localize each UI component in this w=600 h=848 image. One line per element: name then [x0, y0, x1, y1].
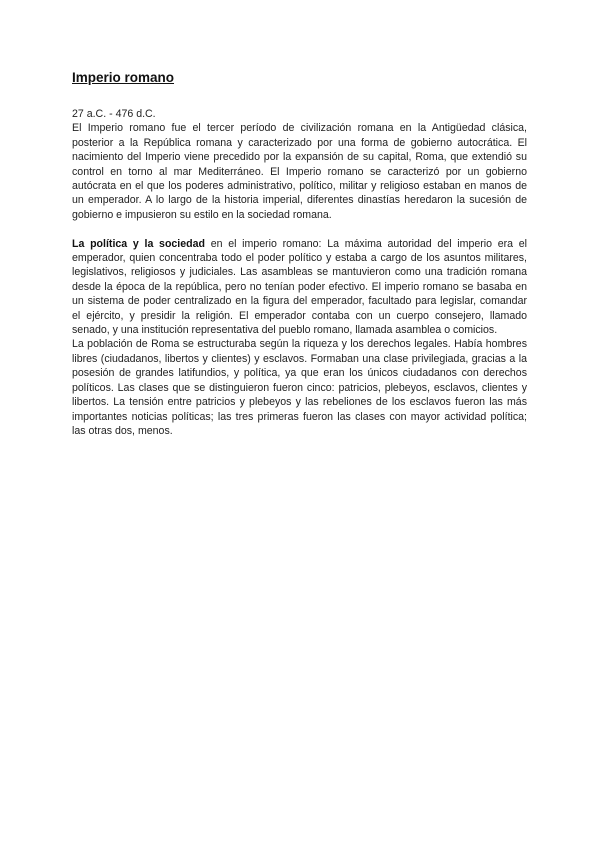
- paragraph-spacer: [72, 222, 527, 236]
- politics-text: en el imperio romano: La máxima autoridad del imperio era el emperador, quien concentraba todo el poder político y estaba a cargo de los asuntos militares, legislativos, religiosos y judiciales. Las asambleas se mantuvieron como una tradición romana desde la época de la república, pero no tenían poder efectivo. El imperio romano se basaba en un sistema de poder centralizado en la figura del emperador, facultado para legislar, comandar el ejército, y presidir la religión. El emperador contaba con un cuerpo consejero, llamado senado, y una institución representativa del pueblo romano, llamada asamblea o comicios.: [72, 237, 527, 337]
- politics-paragraph: [72, 237, 527, 338]
- politics-lead: La política y la sociedad: [72, 237, 205, 250]
- document-title: Imperio romano: [72, 70, 175, 85]
- intro-paragraph: El Imperio romano fue el tercer período de civilización romana en la Antigüedad clásica, posterior a la República romana y caracterizado por una forma de gobierno autocrática. El nacimiento del Imperio viene precedido por la expansión de su capital, Roma, que extendió su control en torno al mar Mediterráneo. El Imperio romano se caracterizó por un gobierno autócrata en el que los poderes administrativo, político, militar y religioso estaban en manos de un emperador. A lo largo de la historia imperial, diferentes dinastías heredaron la sucesión de gobierno e impusieron su estilo en la sociedad romana.: [72, 122, 527, 221]
- date-range: 27 a.C. - 476 d.C.: [72, 108, 156, 120]
- society-paragraph: La población de Roma se estructuraba según la riqueza y los derechos legales. Había hombres libres (ciudadanos, libertos y clientes) y esclavos. Formaban una clase privilegiada, gracias a la posesión de grandes latifundios, y política, ya que eran los únicos ciudadanos con derechos políticos. Las clases que se distinguieron fueron cinco: patricios, plebeyos, esclavos, clientes y libertos. La tensión entre patricios y plebeyos y las rebeliones de los esclavos fueron las más importantes noticias políticas; las tres primeras fueron las clases con mayor actividad política; las otras dos, menos.: [72, 338, 527, 437]
- document-page: [72, 70, 527, 438]
